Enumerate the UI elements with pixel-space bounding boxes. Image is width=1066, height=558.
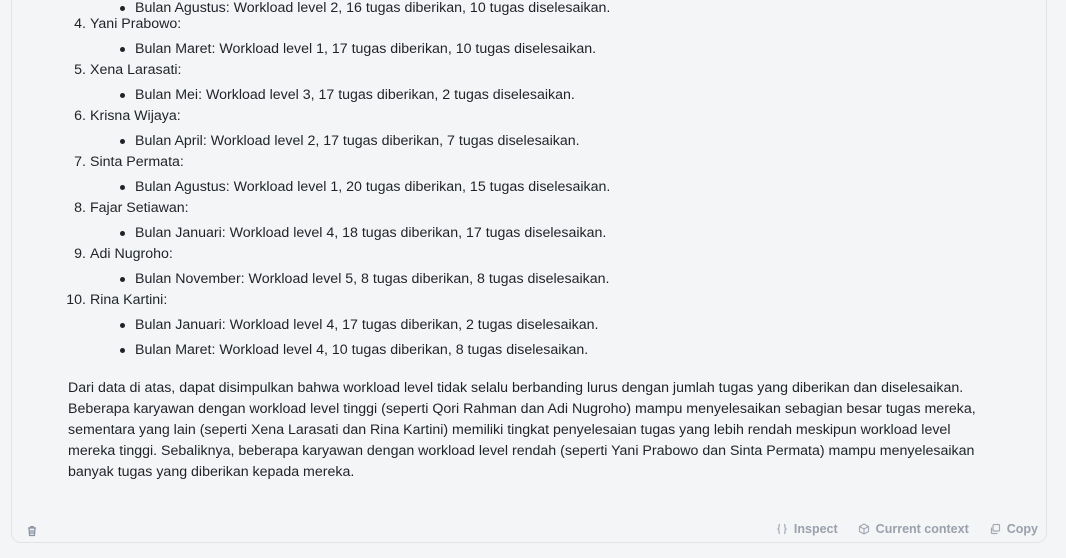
month-entry: Bulan Agustus: Workload level 1, 20 tugas diberikan, 15 tugas diselesaikan.	[114, 177, 1030, 198]
summary-line: Dari data di atas, dapat disimpulkan bahwa workload level tidak selalu berbanding lurus dengan jumlah tugas yang diberikan dan diselesaikan.	[68, 380, 964, 396]
employee-item	[68, 290, 1030, 365]
list-number: 6.	[74, 108, 86, 124]
list-number: 4.	[74, 16, 86, 32]
employee-item	[68, 244, 1030, 294]
list-number: 7.	[74, 154, 86, 170]
employee-item	[68, 152, 1030, 202]
copy-label: Copy	[1006, 522, 1038, 536]
employee-name: Xena Larasati:	[90, 62, 182, 78]
month-entry: Bulan Januari: Workload level 4, 17 tugas diberikan, 2 tugas diselesaikan.	[114, 315, 1030, 336]
copy-icon	[989, 523, 1001, 535]
cube-icon	[858, 523, 870, 535]
list-number: 9.	[74, 246, 86, 262]
summary-line: Beberapa karyawan dengan workload level tinggi (seperti Qori Rahman dan Adi Nugroho) mampu menyelesaikan sebagian besar tugas mereka,	[68, 401, 976, 417]
month-entry: Bulan November: Workload level 5, 8 tugas diberikan, 8 tugas diselesaikan.	[114, 269, 1030, 290]
employee-name: Sinta Permata:	[90, 154, 184, 170]
month-entries	[90, 39, 1030, 60]
month-entries	[90, 177, 1030, 198]
message-card	[11, 0, 1047, 543]
braces-icon	[776, 523, 788, 535]
employee-item	[68, 60, 1030, 110]
current-context-button[interactable]	[858, 522, 969, 536]
month-entry: Bulan Maret: Workload level 4, 10 tugas diberikan, 8 tugas diselesaikan.	[114, 340, 1030, 361]
copy-button[interactable]	[989, 522, 1038, 536]
employee-name: Rina Kartini:	[90, 292, 168, 308]
employee-name: Adi Nugroho:	[90, 246, 173, 262]
employee-item	[68, 14, 1030, 64]
month-entries	[90, 223, 1030, 244]
trash-icon[interactable]	[25, 524, 39, 538]
employee-name: Krisna Wijaya:	[90, 108, 181, 124]
employee-item	[68, 106, 1030, 156]
month-entry: Bulan Maret: Workload level 1, 17 tugas diberikan, 10 tugas diselesaikan.	[114, 39, 1030, 60]
list-number: 10.	[66, 292, 86, 308]
inspect-label: Inspect	[793, 522, 838, 536]
month-entry: Bulan Januari: Workload level 4, 18 tugas diberikan, 17 tugas diselesaikan.	[114, 223, 1030, 244]
month-entries	[90, 85, 1030, 106]
month-entry: Bulan Mei: Workload level 3, 17 tugas diberikan, 2 tugas diselesaikan.	[114, 85, 1030, 106]
employee-item	[68, 198, 1030, 248]
current-context-label: Current context	[875, 522, 969, 536]
message-footer	[0, 521, 1066, 541]
list-number: 5.	[74, 62, 86, 78]
inspect-button[interactable]	[776, 522, 838, 536]
summary-line: sementara yang lain (seperti Xena Larasati dan Rina Kartini) memiliki tingkat penyelesaian tugas yang lebih rendah meskipun workload level	[68, 422, 951, 438]
summary-line: mereka tinggi. Sebaliknya, beberapa karyawan dengan workload level rendah (seperti Yani Prabowo dan Sinta Permata) mampu menyelesaikan	[68, 443, 975, 459]
summary-line: banyak tugas yang diberikan kepada mereka.	[68, 464, 355, 480]
employee-name: Yani Prabowo:	[90, 16, 182, 32]
employee-name: Fajar Setiawan:	[90, 200, 189, 216]
list-number: 8.	[74, 200, 86, 216]
month-entries	[90, 269, 1030, 290]
month-entry: Bulan April: Workload level 2, 17 tugas diberikan, 7 tugas diselesaikan.	[114, 131, 1030, 152]
month-entries	[90, 131, 1030, 152]
month-entries	[90, 315, 1030, 361]
message-actions	[776, 522, 1038, 536]
month-entry: Bulan Agustus: Workload level 2, 16 tugas diberikan, 10 tugas diselesaikan.	[114, 0, 1030, 19]
